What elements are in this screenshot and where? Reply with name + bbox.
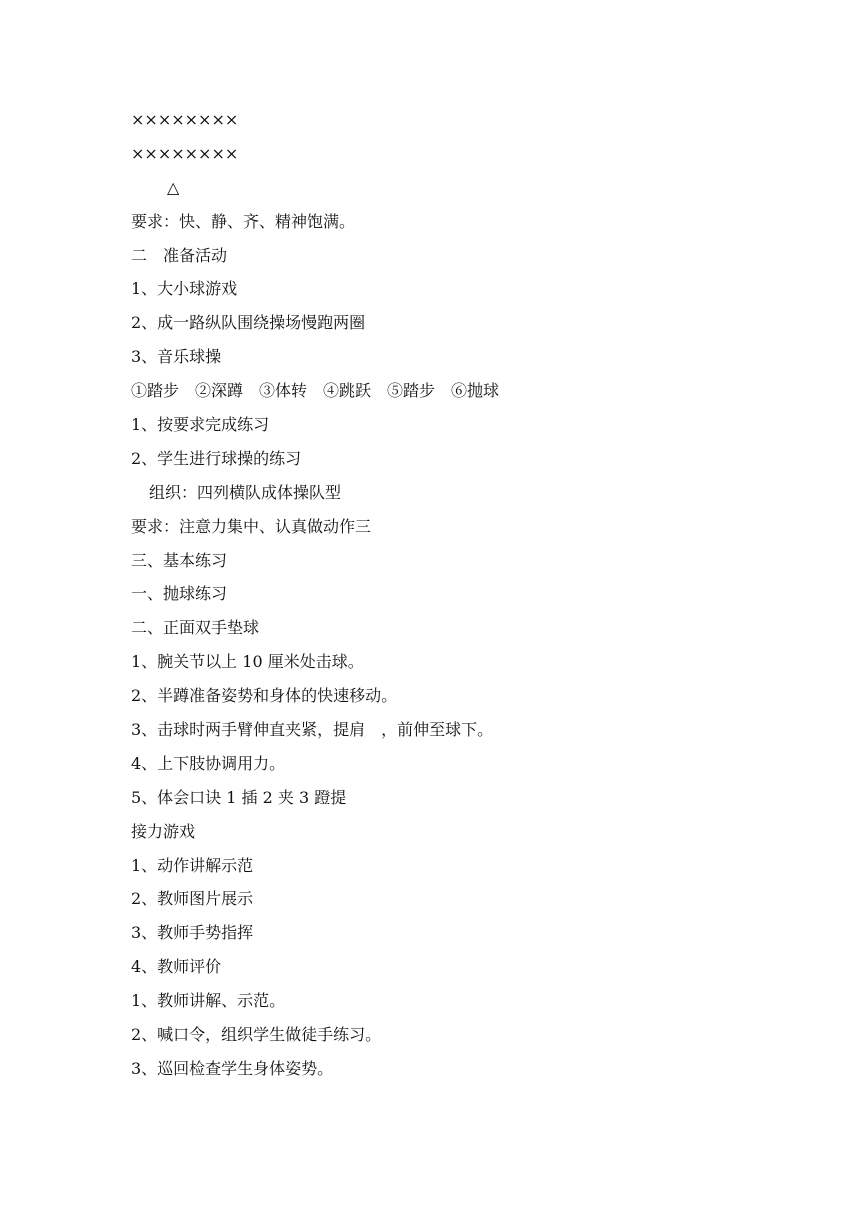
formation-row-2: ×××××××× — [131, 143, 239, 163]
ball-exercise-steps: ①踏步 ②深蹲 ③体转 ④跳跃 ⑤踏步 ⑥抛球 — [131, 381, 500, 401]
text-line: 1、大小球游戏 — [131, 279, 238, 299]
text-line: 1、教师讲解、示范。 — [131, 991, 286, 1011]
text-line: 2、学生进行球操的练习 — [131, 448, 302, 468]
text-line: 5、体会口诀 1 插 2 夹 3 蹬提 — [131, 787, 347, 807]
text-line: 3、击球时两手臂伸直夹紧，提肩 ，前伸至球下。 — [131, 720, 494, 740]
formation-row-1: ×××××××× — [131, 110, 239, 129]
text-line: 4、教师评价 — [131, 957, 222, 977]
requirement-line: 要求：注意力集中、认真做动作三 — [131, 516, 372, 536]
subsection-heading: 二、正面双手垫球 — [131, 618, 260, 638]
text-line: 2、喊口令，组织学生做徒手练习。 — [131, 1025, 382, 1045]
relay-game-heading: 接力游戏 — [131, 821, 196, 841]
document-body — [131, 103, 751, 1086]
text-line: 2、教师图片展示 — [131, 889, 254, 909]
text-line: 3、音乐球操 — [131, 347, 222, 367]
text-line: 2、半蹲准备姿势和身体的快速移动。 — [131, 686, 398, 706]
text-line: 1、按要求完成练习 — [131, 415, 270, 435]
section-heading-basic-practice: 三、基本练习 — [131, 550, 228, 570]
text-line: 3、教师手势指挥 — [131, 923, 254, 943]
teacher-position-marker: △ — [167, 177, 180, 197]
text-line: 3、巡回检查学生身体姿势。 — [131, 1058, 334, 1078]
organization-line: 组织：四列横队成体操队型 — [149, 482, 342, 502]
text-line: 2、成一路纵队围绕操场慢跑两圈 — [131, 313, 366, 333]
section-heading-warmup: 二 准备活动 — [131, 245, 228, 265]
requirement-line: 要求：快、静、齐、精神饱满。 — [131, 211, 356, 231]
text-line: 1、腕关节以上 10 厘米处击球。 — [131, 652, 364, 672]
subsection-heading: 一、抛球练习 — [131, 584, 228, 604]
text-line: 1、动作讲解示范 — [131, 855, 254, 875]
text-line: 4、上下肢协调用力。 — [131, 753, 286, 773]
